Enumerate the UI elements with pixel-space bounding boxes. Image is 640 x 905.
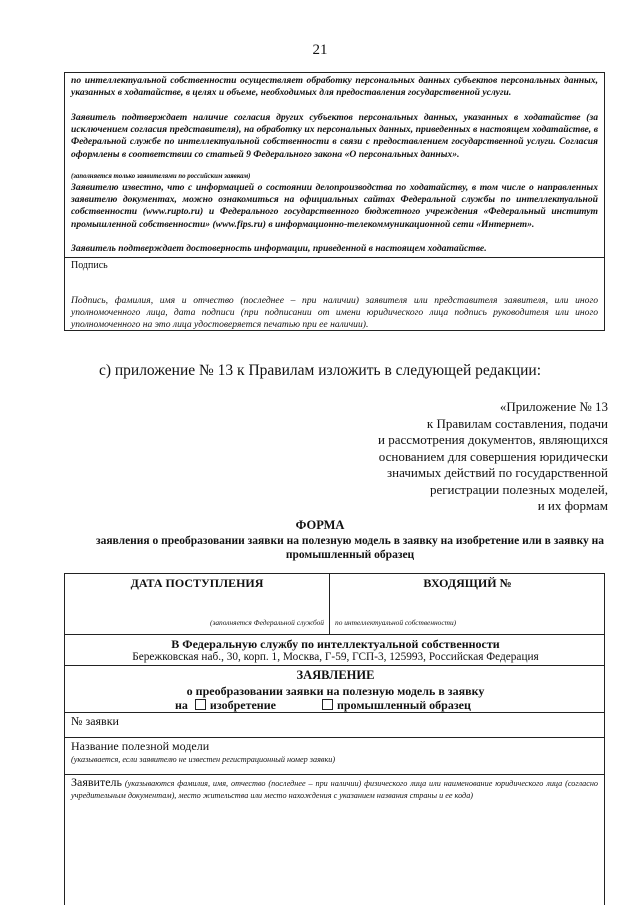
signature-label: Подпись <box>71 260 108 271</box>
amendment-line: с) приложение № 13 к Правилам изложить в следующей редакции: <box>98 362 542 379</box>
signature-note: Подпись, фамилия, имя и отчество (последнее – при наличии) заявителя или представителя заявителя, или иного уполномоченного лица, дата подписи (при подписании от имени юридического лица подпись руководителя или иного уполномоченного на это лица удостоверяется печатью при ее наличии). <box>71 295 598 331</box>
date-received-label: ДАТА ПОСТУПЛЕНИЯ <box>130 576 264 590</box>
application-form <box>64 573 605 905</box>
conversion-options <box>175 698 471 713</box>
statement-title: ЗАЯВЛЕНИЕ <box>296 668 375 682</box>
industrial-design-checkbox[interactable] <box>322 699 333 710</box>
appendix-line: «Приложение № 13 <box>499 399 608 414</box>
appendix-line: и рассмотрения документов, являющихся <box>378 432 608 447</box>
appendix-line: к Правилам составления, подачи <box>426 415 608 431</box>
consent-note-russian: (заполняется только заявителями по российским заявкам) <box>71 173 251 180</box>
filled-by-note-left: (заполняется Федеральной службой <box>210 618 324 627</box>
form-title: ФОРМА <box>295 518 345 532</box>
statement-subtitle: о преобразовании заявки на полезную модель в заявку <box>186 684 485 698</box>
model-name-note: (указывается, если заявителю не известен регистрационный номер заявки) <box>71 755 336 764</box>
industrial-design-label: промышленный образец <box>336 698 471 712</box>
page-number: 21 <box>312 42 328 58</box>
consent-paragraph-subjects: Заявитель подтверждает наличие согласия других субъектов персональных данных, указанных в ходатайстве (за исключением согласия представителя), на обработку их персональных данных, приведенных в настоящем ходатайстве, в Федеральной службе по интеллектуальной собственности в связи с предоставлением государственной услуги. Согласия оформлены в соответствии со статьей 9 Федерального закона «О персональных данных». <box>71 112 598 160</box>
applicant-label: Заявитель <box>71 775 122 789</box>
filled-by-note-right: по интеллектуальной собственности) <box>335 618 457 627</box>
incoming-number-label: ВХОДЯЩИЙ № <box>423 576 512 590</box>
appendix-line: основанием для совершения юридически <box>378 448 608 464</box>
consent-paragraph-processing: по интеллектуальной собственности осуществляет обработку персональных данных субъектов персональных данных, указанных в ходатайстве, в целях и объеме, необходимых для предоставления государственной услуги. <box>71 75 598 99</box>
addressee: В Федеральную службу по интеллектуальной собственности <box>171 637 500 651</box>
consent-paragraph-websites: Заявителю известно, что с информацией о состоянии делопроизводства по ходатайству, в том числе о направленных заявителю документах, можно ознакомиться на официальных сайтах Федеральной службы по интеллектуальной собственности (www.rupto.ru) и Федерального государственного бюджетного учреждения «Федеральный институт промышленной собственности» (www.fips.ru) в информационно-телекоммуникационной сети «Интернет». <box>71 182 598 230</box>
appendix-reference <box>308 399 608 515</box>
application-number-label: № заявки <box>71 714 119 728</box>
applicant-note: (указываются фамилия, имя, отчество (последнее – при наличии) физического лица или наименование юридического лица (согласно учредительным документам), место жительства или место нахождения с указанием названия страны и ее кода) <box>71 779 598 800</box>
consent-paragraph-accuracy: Заявитель подтверждает достоверность информации, приведенной в настоящем ходатайстве. <box>71 243 487 254</box>
appendix-line: значимых действий по государственной <box>387 465 608 480</box>
model-name-label: Название полезной модели <box>71 739 210 753</box>
appendix-line: и их формам <box>537 498 608 513</box>
form-subtitle: заявления о преобразовании заявки на полезную модель в заявку на изобретение или в заявку на промышленный образец <box>95 535 605 561</box>
invention-checkbox[interactable] <box>195 699 206 710</box>
applicant-field <box>71 777 598 801</box>
consent-block <box>64 72 605 331</box>
invention-label: изобретение <box>209 698 276 712</box>
on-label: на <box>175 698 188 712</box>
appendix-line: регистрации полезных моделей, <box>429 481 608 497</box>
address: Бережковская наб., 30, корп. 1, Москва, Г-59, ГСП-3, 125993, Российская Федерация <box>132 651 539 663</box>
